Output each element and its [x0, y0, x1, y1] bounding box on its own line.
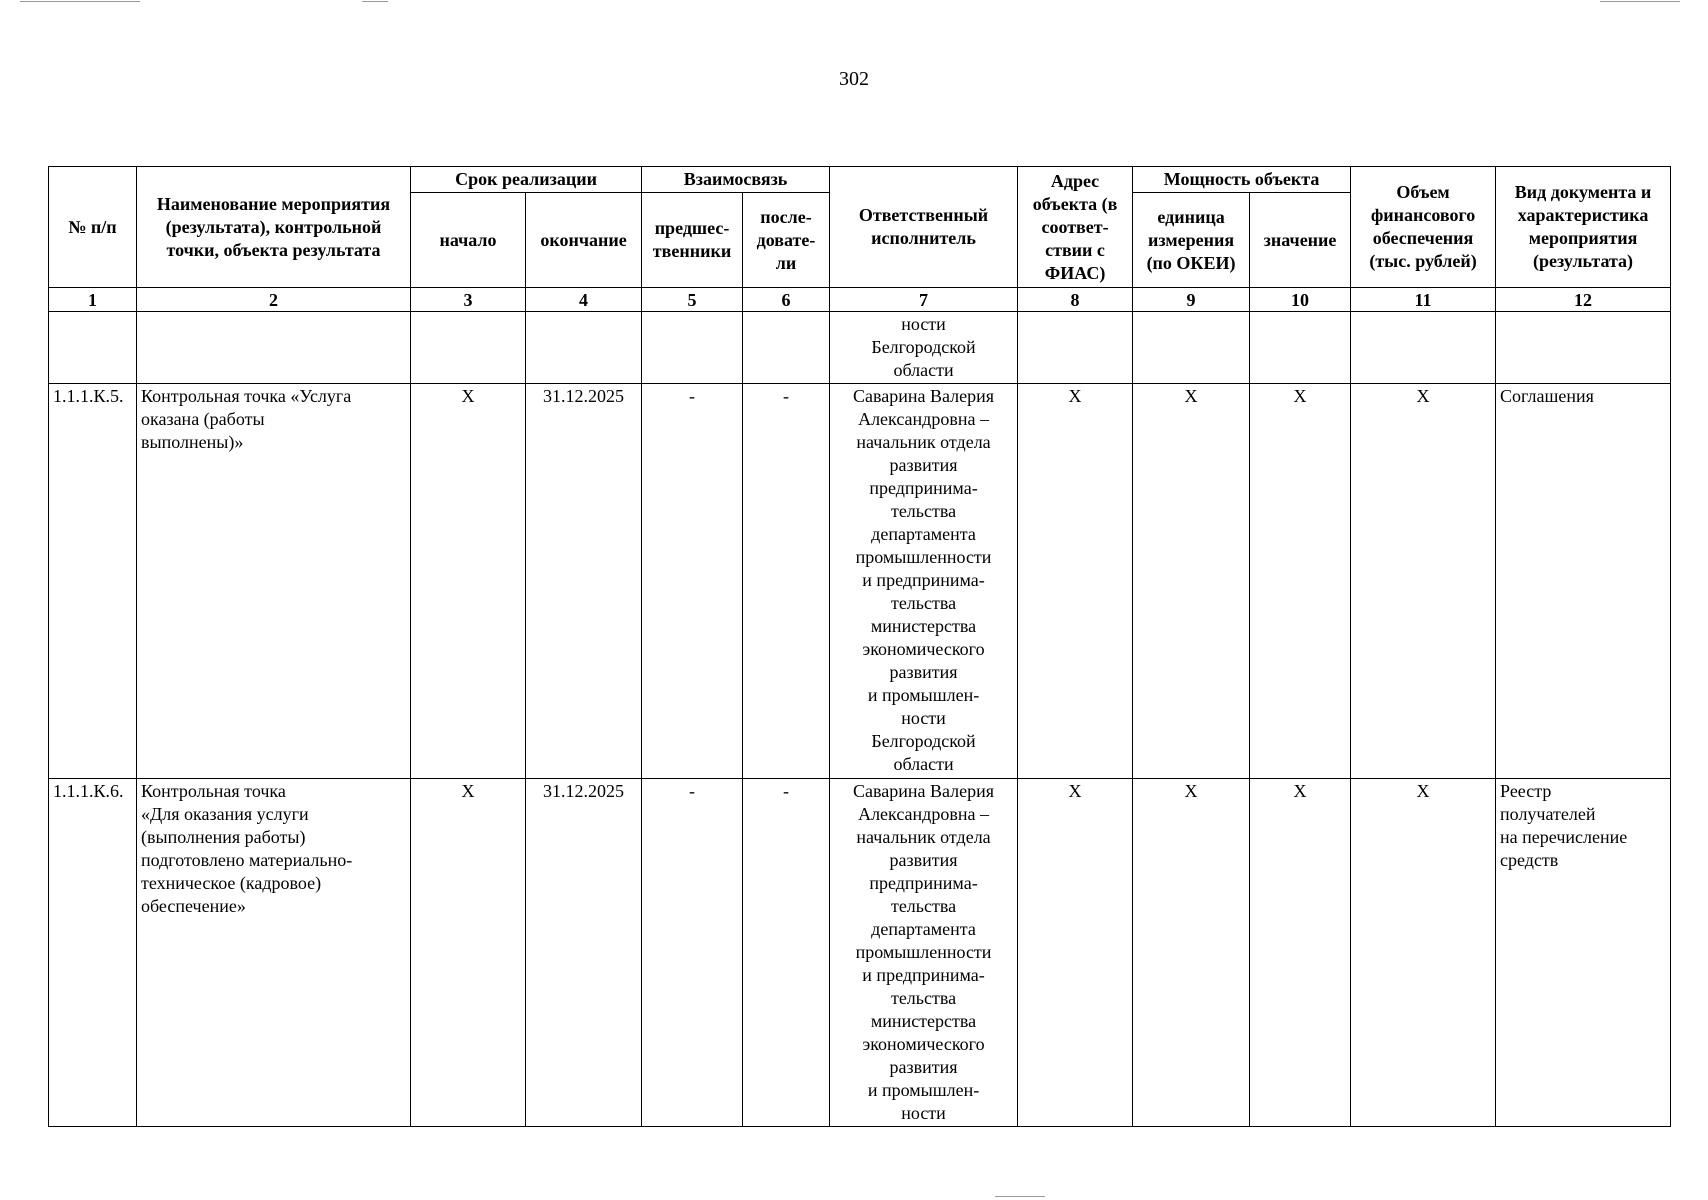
cell-start: X — [411, 384, 526, 779]
cell-name: Контрольная точка «Для оказания услуги (выполнения работы) подготовлено материально- техническое (кадровое) обеспечение» — [137, 779, 411, 1127]
header-predecessors: предшес- твенники — [642, 193, 743, 288]
cell-finance: X — [1351, 779, 1496, 1127]
header-finance: Объем финансового обеспечения (тыс. рублей) — [1351, 167, 1496, 288]
table-row-continuation — [49, 312, 1671, 384]
column-number: 11 — [1351, 288, 1496, 312]
cell-address: X — [1018, 384, 1133, 779]
header-executor: Ответственный исполнитель — [830, 167, 1018, 288]
cell-executor: Саварина Валерия Александровна – начальник отдела развития предпринима- тельства департамента промышленности и предпринима- тельства министерства экономического развития и промышлен- ности Белгородской области — [830, 384, 1018, 779]
column-number: 8 — [1018, 288, 1133, 312]
column-number: 6 — [743, 288, 830, 312]
cell-predecessors: - — [642, 779, 743, 1127]
header-row-top — [49, 167, 1671, 193]
implementation-plan-table — [48, 166, 1671, 1127]
cell-value — [1250, 312, 1351, 384]
cell-finance — [1351, 312, 1496, 384]
cell-address — [1018, 312, 1133, 384]
scan-mark-top-left — [20, 1, 140, 2]
table-row — [49, 384, 1671, 779]
header-document: Вид документа и характеристика мероприятия (результата) — [1496, 167, 1671, 288]
column-number: 9 — [1133, 288, 1250, 312]
cell-successors — [743, 312, 830, 384]
column-number: 12 — [1496, 288, 1671, 312]
column-number: 4 — [526, 288, 642, 312]
column-number: 2 — [137, 288, 411, 312]
header-group-term: Срок реализации — [411, 167, 642, 193]
cell-number: 1.1.1.К.5. — [49, 384, 137, 779]
header-group-power: Мощность объекта — [1133, 167, 1351, 193]
cell-name — [137, 312, 411, 384]
header-number: № п/п — [49, 167, 137, 288]
header-start: начало — [411, 193, 526, 288]
cell-executor: Саварина Валерия Александровна – начальник отдела развития предпринима- тельства департамента промышленности и предпринима- тельства министерства экономического развития и промышлен- ности — [830, 779, 1018, 1127]
cell-document: Реестр получателей на перечисление средств — [1496, 779, 1671, 1127]
table-row — [49, 779, 1671, 1127]
cell-start: X — [411, 779, 526, 1127]
column-number: 3 — [411, 288, 526, 312]
header-address: Адрес объекта (в соответ- ствии с ФИАС) — [1018, 167, 1133, 288]
cell-end: 31.12.2025 — [526, 384, 642, 779]
cell-start — [411, 312, 526, 384]
cell-end — [526, 312, 642, 384]
cell-number: 1.1.1.К.6. — [49, 779, 137, 1127]
header-group-link: Взаимосвязь — [642, 167, 830, 193]
cell-predecessors: - — [642, 384, 743, 779]
cell-address: X — [1018, 779, 1133, 1127]
cell-finance: X — [1351, 384, 1496, 779]
page-number: 302 — [839, 68, 869, 90]
header-successors: после- довате- ли — [743, 193, 830, 288]
column-number-row — [49, 288, 1671, 312]
column-number: 10 — [1250, 288, 1351, 312]
column-number: 7 — [830, 288, 1018, 312]
cell-document: Соглашения — [1496, 384, 1671, 779]
cell-document — [1496, 312, 1671, 384]
cell-number — [49, 312, 137, 384]
cell-unit: X — [1133, 384, 1250, 779]
header-end: окончание — [526, 193, 642, 288]
cell-executor: ности Белгородской области — [830, 312, 1018, 384]
cell-value: X — [1250, 779, 1351, 1127]
cell-name: Контрольная точка «Услуга оказана (работы выполнены)» — [137, 384, 411, 779]
cell-successors: - — [743, 779, 830, 1127]
column-number: 1 — [49, 288, 137, 312]
column-number: 5 — [642, 288, 743, 312]
cell-successors: - — [743, 384, 830, 779]
cell-unit — [1133, 312, 1250, 384]
header-name: Наименование мероприятия (результата), контрольной точки, объекта результата — [137, 167, 411, 288]
header-value: значение — [1250, 193, 1351, 288]
cell-predecessors — [642, 312, 743, 384]
scan-mark-bottom-center — [995, 1196, 1045, 1197]
header-unit: единица измерения (по ОКЕИ) — [1133, 193, 1250, 288]
scan-mark-top-center — [362, 1, 388, 2]
cell-value: X — [1250, 384, 1351, 779]
scan-mark-top-right — [1600, 1, 1680, 2]
cell-unit: X — [1133, 779, 1250, 1127]
cell-end: 31.12.2025 — [526, 779, 642, 1127]
